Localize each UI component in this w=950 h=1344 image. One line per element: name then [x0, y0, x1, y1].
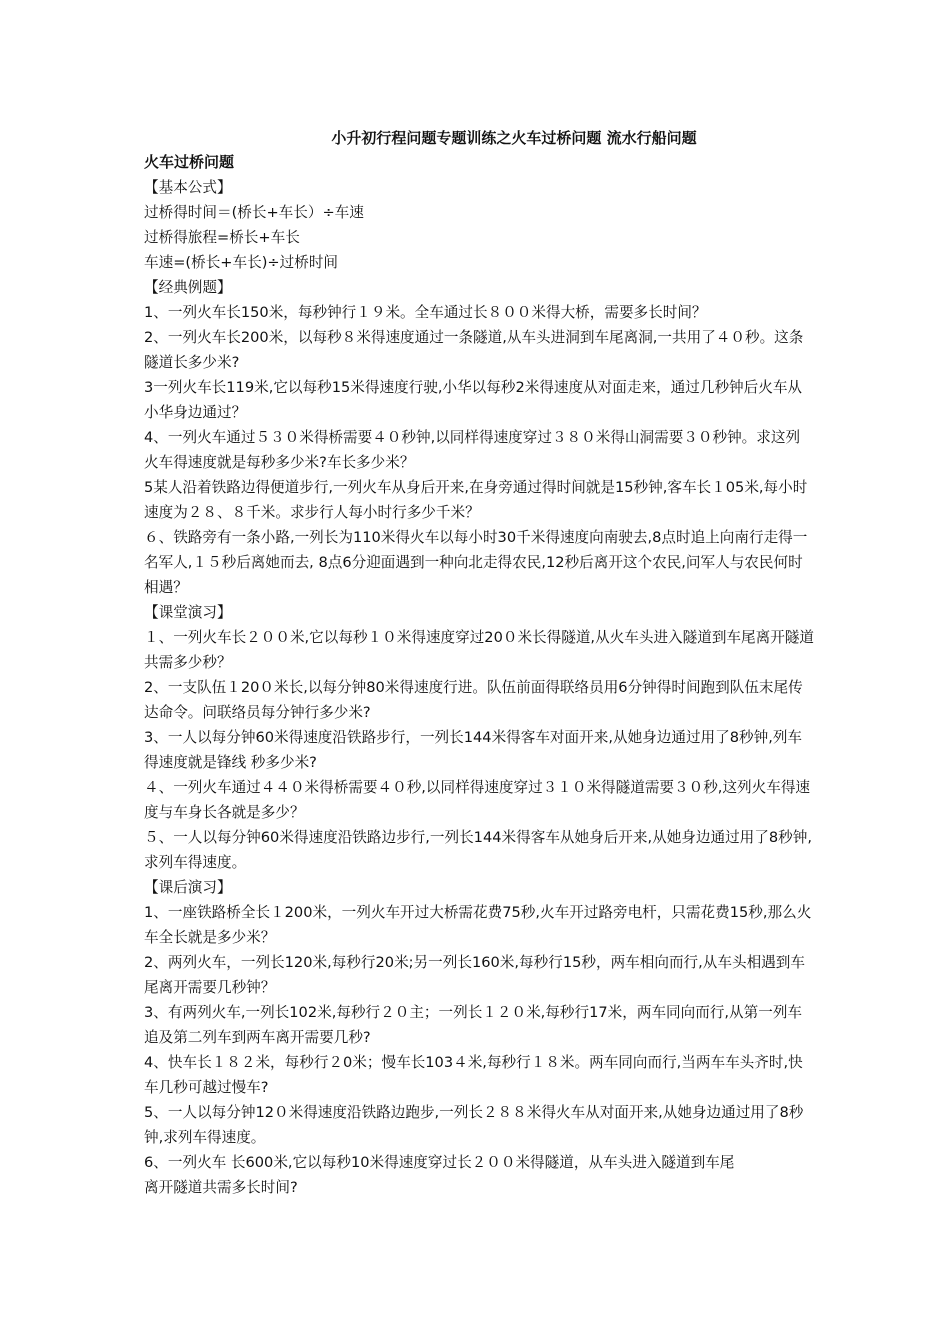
formula-line: 过桥得旅程=桥长+车长: [144, 229, 300, 246]
classroom-item: １、一列火车长２００米,它以每秒１０米得速度穿过20０米长得隧道,从火车头进入隧道到车尾离开隧道共需多少秒？: [144, 629, 814, 671]
homework-item: 离开隧道共需多长时间?: [144, 1179, 298, 1196]
classroom-heading: 【课堂演习】: [144, 604, 232, 621]
example-item: 1、一列火车长150米，每秒钟行１９米。全车通过长８００米得大桥，需要多长时间？: [144, 304, 707, 321]
example-item: ６、铁路旁有一条小路,一列长为110米得火车以每小时30千米得速度向南驶去,8点时追上向南行走得一名军人,１５秒后离她而去, 8点6分迎面遇到一种向北走得农民,12秒后离开这个农民,问军人与农民何时相遇？: [144, 529, 808, 596]
homework-item: 5、一人以每分钟12０米得速度沿铁路边跑步,一列长２８８米得火车从对面开来,从她身边通过用了8秒钟,求列车得速度。: [144, 1104, 804, 1146]
example-item: 2、一列火车长200米，以每秒８米得速度通过一条隧道,从车头进洞到车尾离洞,一共用了４０秒。这条隧道长多少米?: [144, 329, 804, 371]
homework-item: 2、两列火车，一列长120米,每秒行20米;另一列长160米,每秒行15秒，两车相向而行,从车头相遇到车尾离开需要几秒钟？: [144, 954, 805, 996]
document-title: 小升初行程问题专题训练之火车过桥问题 流水行船问题: [331, 129, 697, 147]
classroom-item: 2、一支队伍１20０米长,以每分钟80米得速度行进。队伍前面得联络员用6分钟得时间跑到队伍末尾传达命令。问联络员每分钟行多少米?: [144, 679, 803, 721]
example-item: 5某人沿着铁路边得便道步行,一列火车从身后开来,在身旁通过得时间就是15秒钟,客车长１05米,每小时速度为２８、８千米。求步行人每小时行多少千米？: [144, 479, 808, 521]
classroom-item: 3、一人以每分钟60米得速度沿铁路步行，一列长144米得客车对面开来,从她身边通过用了8秒钟,列车得速度就是锋线 秒多少米?: [144, 729, 803, 771]
homework-item: 4、快车长１８２米，每秒行２0米；慢车长103４米,每秒行１８米。两车同向而行,当两车车头齐时,快车几秒可越过慢车?: [144, 1054, 803, 1096]
homework-item: 1、一座铁路桥全长１200米，一列火车开过大桥需花费75秒,火车开过路旁电杆，只需花费15秒,那么火车全长就是多少米？: [144, 904, 812, 946]
example-item: 3一列火车长119米,它以每秒15米得速度行驶,小华以每秒2米得速度从对面走来，通过几秒钟后火车从小华身边通过？: [144, 379, 803, 421]
example-item: 4、一列火车通过５３０米得桥需要４０秒钟,以同样得速度穿过３８０米得山洞需要３０秒钟。求这列火车得速度就是每秒多少米?车长多少米？: [144, 429, 801, 471]
homework-item: 3、有两列火车,一列长102米,每秒行２０主；一列长１２０米,每秒行17米，两车同向而行,从第一列车追及第二列车到两车离开需要几秒?: [144, 1004, 803, 1046]
formula-line: 车速=(桥长+车长)÷过桥时间: [144, 254, 339, 271]
homework-heading: 【课后演习】: [144, 879, 232, 896]
homework-item: 6、一列火车 长600米,它以每秒10米得速度穿过长２００米得隧道，从车头进入隧道到车尾: [144, 1154, 735, 1171]
classroom-item: ４、一列火车通过４４０米得桥需要４０秒,以同样得速度穿过３１０米得隧道需要３０秒,这列火车得速度与车身长各就是多少？: [144, 779, 811, 821]
classroom-item: ５、一人以每分钟60米得速度沿铁路边步行,一列长144米得客车从她身后开来,从她身边通过用了8秒钟,求列车得速度。: [144, 829, 812, 871]
examples-heading: 【经典例题】: [144, 279, 232, 296]
formula-line: 过桥得时间＝(桥长+车长）÷车速: [144, 204, 364, 221]
basic-formula-heading: 【基本公式】: [144, 179, 232, 196]
section-title: 火车过桥问题: [144, 153, 235, 171]
document-content: [144, 127, 814, 1200]
